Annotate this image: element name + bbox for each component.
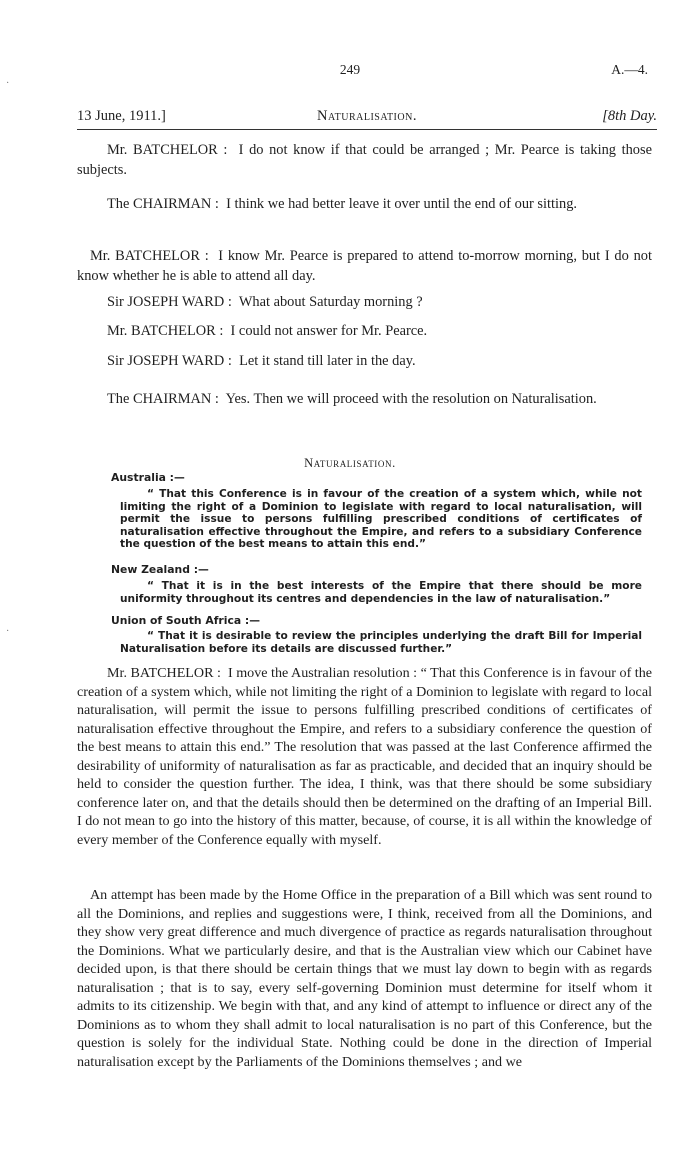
speaker: Mr. BATCHELOR: [107, 323, 216, 339]
scan-mark: ·: [6, 626, 10, 637]
header-rule: [77, 129, 657, 130]
resolution-text: “ That it is desirable to review the principles underlying the draft Bill for Imperial Naturalisation before its details are discussed further.”: [120, 630, 642, 655]
resolution-country: New Zealand :—: [111, 563, 209, 576]
dialogue-paragraph: Mr. BATCHELOR : I do not know if that could be arranged ; Mr. Pearce is taking those subjects.: [77, 142, 652, 178]
section-heading: Naturalisation.: [304, 456, 396, 470]
document-code: A.—4.: [611, 62, 648, 77]
scan-mark: ·: [6, 78, 10, 89]
speaker: Mr. BATCHELOR: [107, 665, 214, 681]
dialogue-paragraph: Sir JOSEPH WARD : Let it stand till later in the day.: [107, 353, 416, 369]
running-head: [77, 108, 657, 130]
dialogue-paragraph: Sir JOSEPH WARD : What about Saturday morning ?: [107, 294, 423, 310]
dialogue-paragraph: Mr. BATCHELOR : I could not answer for Mr. Pearce.: [107, 323, 428, 339]
page-number: 249: [339, 62, 361, 77]
header-date: 13 June, 1911.]: [77, 108, 166, 124]
speech-text: I move the Australian resolution : “ That this Conference is in favour of the creation of a system which, while not limiting the right of a Dominion to legislate with regard to local naturalisation, will permit the issue to persons fulfilling prescribed conditions of certificates of naturalisation effective throughout the Empire, and refers to a subsidiary conference the question of the best means to attain this end.” The resolution that was passed at the last Conference affirmed the desirability of uniformity of naturalisation as far as practicable, and decided that an inquiry should be held to consider the question further. The idea, I think, was that there should be some subsidiary conference later on, and that the details should then be determined on the drafting of an Imperial Bill. I do not mean to go into the history of this matter, because, of course, it is all within the knowledge of every member of the Conference equally with myself.: [77, 665, 653, 848]
speech-paragraph: Mr. BATCHELOR : I move the Australian resolution : “ That this Conference is in favour of the creation of a system which, while not limiting the right of a Dominion to legislate with regard to local naturalisation, will permit the issue to persons fulfilling prescribed conditions of certificates of naturalisation effective throughout the Empire, and refers to a subsidiary conference the question of the best means to attain this end.” The resolution that was passed at the last Conference affirmed the desirability of uniformity of naturalisation as far as practicable, and decided that an inquiry should be held to consider the question further. The idea, I think, was that there should be some subsidiary conference later on, and that the details should then be determined on the drafting of an Imperial Bill. I do not mean to go into the history of this matter, because, of course, it is all within the knowledge of every member of the Conference equally with myself.: [77, 665, 653, 848]
speech-text: What about Saturday morning ?: [238, 294, 423, 310]
speech-text: I know Mr. Pearce is prepared to attend to-morrow morning, but I do not know whether he is able to attend all day.: [77, 248, 652, 284]
speech-text: Let it stand till later in the day.: [239, 353, 416, 369]
speaker: Sir JOSEPH WARD: [107, 294, 225, 310]
dialogue-paragraph: Mr. BATCHELOR : I know Mr. Pearce is prepared to attend to-morrow morning, but I do not know whether he is able to attend all day.: [77, 248, 652, 284]
header-section: Naturalisation.: [317, 108, 417, 124]
resolution-country: Australia :—: [111, 471, 185, 484]
resolution-text: “ That this Conference is in favour of the creation of a system which, while not limiting the right of a Dominion to legislate with regard to local naturalisation, will permit the issue to persons fulfilling prescribed conditions of certificates of naturalisation effective throughout the Empire, and refers to a subsidiary Conference the question of the best means to attain this end.”: [120, 488, 642, 551]
speaker: Mr. BATCHELOR: [107, 142, 218, 158]
speech-text: Yes. Then we will proceed with the resolution on Naturalisation.: [225, 391, 597, 407]
resolution-country: Union of South Africa :—: [111, 614, 261, 627]
speech-text: I think we had better leave it over until the end of our sitting.: [226, 196, 578, 212]
dialogue-paragraph: The CHAIRMAN : I think we had better leave it over until the end of our sitting.: [107, 196, 578, 212]
speaker: Sir JOSEPH WARD: [107, 353, 225, 369]
speaker: Mr. BATCHELOR: [90, 248, 200, 264]
speech-text: I could not answer for Mr. Pearce.: [230, 323, 428, 339]
header-day: [8th Day.: [602, 108, 657, 124]
dialogue-paragraph: The CHAIRMAN : Yes. Then we will proceed with the resolution on Naturalisation.: [107, 391, 597, 407]
speaker: The CHAIRMAN: [107, 196, 212, 212]
speech-paragraph: An attempt has been made by the Home Office in the preparation of a Bill which was sent round to all the Dominions, and replies and suggestions were, I think, received from all the Dominions, and they show very great difference and much divergence of practice as regards naturalisation throughout the Dominions. What we particularly desire, and that is the Australian view which our Cabinet have decided upon, is that there should be certain things that we must lay down to begin with as regards naturalisation ; that is to say, every self-governing Dominion must determine for itself whom it admits to its citizenship. We begin with that, and any kind of attempt to influence or direct any of the Dominions as to whom they shall admit to local naturalisation is no part of this Conference, but the question is solely for the individual State. Nothing could be done in the direction of Imperial naturalisation except by the Parliaments of the Dominions themselves ; and we: [77, 887, 652, 1070]
speech-text: I do not know if that could be arranged ; Mr. Pearce is taking those subjects.: [77, 142, 652, 178]
speaker: The CHAIRMAN: [107, 391, 212, 407]
resolution-text: “ That it is in the best interests of the Empire that there should be more uniformity throughout its centres and dependencies in the law of naturalisation.”: [120, 580, 642, 605]
